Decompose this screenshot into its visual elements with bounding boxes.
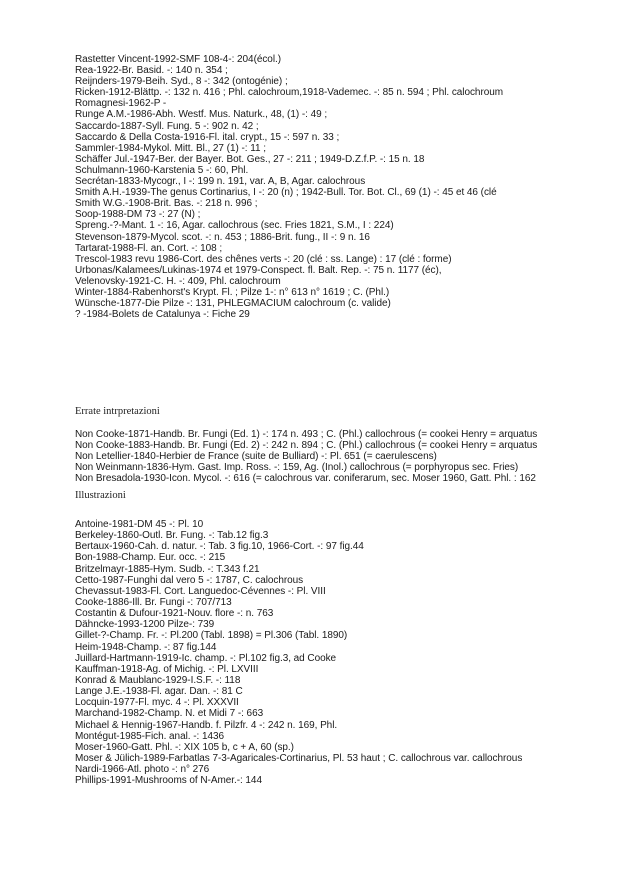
reference-entry: Urbonas/Kalamees/Lukinas-1974 et 1979-Conspect. fl. Balt. Rep. -: 75 n. 1177 (éc),: [75, 264, 442, 276]
illustration-entry: Bertaux-1960-Cah. d. natur. -: Tab. 3 fig.10, 1966-Cort. -: 97 fig.44: [75, 541, 364, 553]
reference-entry: Saccardo-1887-Syll. Fung. 5 -: 902 n. 42 ;: [75, 120, 259, 132]
reference-entry: Soop-1988-DM 73 -: 27 (N) ;: [75, 209, 201, 221]
illustration-entry: Juillard-Hartmann-1919-Ic. champ. -: Pl.102 fig.3, ad Cooke: [75, 652, 337, 664]
illustration-entry: Konrad & Maublanc-1929-I.S.F. -: 118: [75, 674, 241, 686]
illustration-entry: Chevassut-1983-Fl. Cort. Languedoc-Cévennes -: Pl. VIII: [75, 585, 326, 597]
illustration-entry: Cetto-1987-Funghi dal vero 5 -: 1787, C. calochrous: [75, 574, 304, 586]
illustration-entry: Bon-1988-Champ. Eur. occ. -: 215: [75, 552, 226, 564]
illustrazioni-list: [75, 519, 623, 786]
illustration-entry: Dähncke-1993-1200 Pilze-: 739: [75, 619, 215, 631]
errate-entry: Non Weinmann-1836-Hym. Gast. Imp. Ross. -: 159, Ag. (Inol.) callochrous (= porphyropus sec. Fries): [75, 462, 519, 474]
reference-entry: Runge A.M.-1986-Abh. Westf. Mus. Naturk., 48, (1) -: 49 ;: [75, 109, 328, 121]
errate-entry: Non Letellier-1840-Herbier de France (suite de Bulliard) -: Pl. 651 (= caerulescens): [75, 451, 437, 463]
illustration-entry: Cooke-1886-Ill. Br. Fungi -: 707/713: [75, 596, 232, 608]
reference-entry: Stevenson-1879-Mycol. scot. -: n. 453 ; 1886-Brit. fung., II -: 9 n. 16: [75, 231, 370, 243]
illustration-entry: Marchand-1982-Champ. N. et Midi 7 -: 663: [75, 708, 264, 720]
reference-entry: Schäffer Jul.-1947-Ber. der Bayer. Bot. Ges., 27 -: 211 ; 1949-D.Z.f.P. -: 15 n. 18: [75, 153, 425, 165]
reference-entry: Velenovsky-1921-C. H. -: 409, Phl. calochroum: [75, 275, 281, 287]
illustration-entry: Britzelmayr-1885-Hym. Sudb. -: T.343 f.21: [75, 563, 260, 575]
illustration-entry: Kauffman-1918-Ag. of Michig. -: Pl. LXVIII: [75, 663, 259, 675]
reference-entry: Wünsche-1877-Die Pilze -: 131, PHLEGMACIUM calochroum (c. valide): [75, 298, 391, 310]
reference-entry: Smith W.G.-1908-Brit. Bas. -: 218 n. 996 ;: [75, 198, 258, 210]
reference-entry: Tartarat-1988-Fl. an. Cort. -: 108 ;: [75, 242, 223, 254]
errate-entry: Non Cooke-1883-Handb. Br. Fungi (Ed. 2) -: 242 n. 894 ; C. (Phl.) callochrous (= cookei Henry = arquatus: [75, 440, 538, 452]
illustration-entry: Berkeley-1860-Outl. Br. Fung. -: Tab.12 fig.3: [75, 530, 269, 542]
errate-entry: Non Bresadola-1930-Icon. Mycol. -: 616 (= calochrous var. coniferarum, sec. Moser 1960, Gatt. Phl. : 162: [75, 473, 536, 485]
reference-entry: Saccardo & Della Costa-1916-Fl. ital. crypt., 15 -: 597 n. 33 ;: [75, 131, 340, 143]
illustration-entry: Michael & Hennig-1967-Handb. f. Pilzfr. 4 -: 242 n. 169, Phl.: [75, 719, 338, 731]
references-list: [75, 54, 623, 320]
errate-list: [75, 429, 623, 484]
illustration-entry: Heim-1948-Champ. -: 87 fig.144: [75, 641, 217, 653]
reference-entry: Ricken-1912-Blättp. -: 132 n. 416 ; Phl. calochroum,1918-Vademec. -: 85 n. 594 ; Phl. calochroum: [75, 87, 504, 99]
illustration-entry: Nardi-1966-Atl. photo -: n° 276: [75, 764, 210, 776]
illustration-entry: Montégut-1985-Fich. anal. -: 1436: [75, 730, 224, 742]
illustration-entry: Phillips-1991-Mushrooms of N-Amer.-: 144: [75, 775, 262, 787]
reference-entry: Schulmann-1960-Karstenia 5 -: 60, Phl.: [75, 164, 249, 176]
illustrazioni-heading: Illustrazioni: [75, 490, 126, 501]
reference-entry: Winter-1884-Rabenhorst's Krypt. Fl. ; Pilze 1-: n° 613 n° 1619 ; C. (Phl.): [75, 286, 390, 298]
reference-entry: Smith A.H.-1939-The genus Cortinarius, I -: 20 (n) ; 1942-Bull. Tor. Bot. Cl., 69 (1) -: 45 et 46 (clé: [75, 187, 497, 199]
illustration-entry: Antoine-1981-DM 45 -: Pl. 10: [75, 519, 204, 530]
illustration-entry: Moser-1960-Gatt. Phl. -: XIX 105 b, c + A, 60 (sp.): [75, 741, 294, 753]
reference-entry: Sammler-1984-Mykol. Mitt. Bl., 27 (1) -: 11 ;: [75, 142, 266, 154]
errate-heading: Errate intrpretazioni: [75, 406, 160, 417]
illustration-entry: Lange J.E.-1938-Fl. agar. Dan. -: 81 C: [75, 686, 243, 698]
errate-entry: Non Cooke-1871-Handb. Br. Fungi (Ed. 1) -: 174 n. 493 ; C. (Phl.) callochrous (= cookei Henry = arquatus: [75, 429, 538, 440]
reference-entry: Romagnesi-1962-P -: [75, 98, 167, 110]
reference-entry: Reijnders-1979-Beih. Syd., 8 -: 342 (ontogénie) ;: [75, 76, 288, 88]
reference-entry: Secrétan-1833-Mycogr., I -: 199 n. 191, var. A, B, Agar. calochrous: [75, 176, 366, 188]
illustration-entry: Gillet-?-Champ. Fr. -: Pl.200 (Tabl. 1898) = Pl.306 (Tabl. 1890): [75, 630, 348, 642]
reference-entry: Trescol-1983 revu 1986-Cort. des chênes verts -: 20 (clé : ss. Lange) : 17 (clé : forme): [75, 253, 452, 265]
reference-entry: Rastetter Vincent-1992-SMF 108-4-: 204(écol.): [75, 54, 281, 65]
reference-entry: Spreng.-?-Mant. 1 -: 16, Agar. callochrous (sec. Fries 1821, S.M., I : 224): [75, 220, 394, 232]
illustration-entry: Moser & Jülich-1989-Farbatlas 7-3-Agaricales-Cortinarius, Pl. 53 haut ; C. callochrous var. callochrous: [75, 752, 523, 764]
reference-entry: Rea-1922-Br. Basid. -: 140 n. 354 ;: [75, 65, 228, 77]
illustration-entry: Locquin-1977-Fl. myc. 4 -: Pl. XXXVII: [75, 697, 239, 709]
reference-entry: ? -1984-Bolets de Catalunya -: Fiche 29: [75, 309, 250, 321]
illustration-entry: Costantin & Dufour-1921-Nouv. flore -: n. 763: [75, 608, 274, 620]
